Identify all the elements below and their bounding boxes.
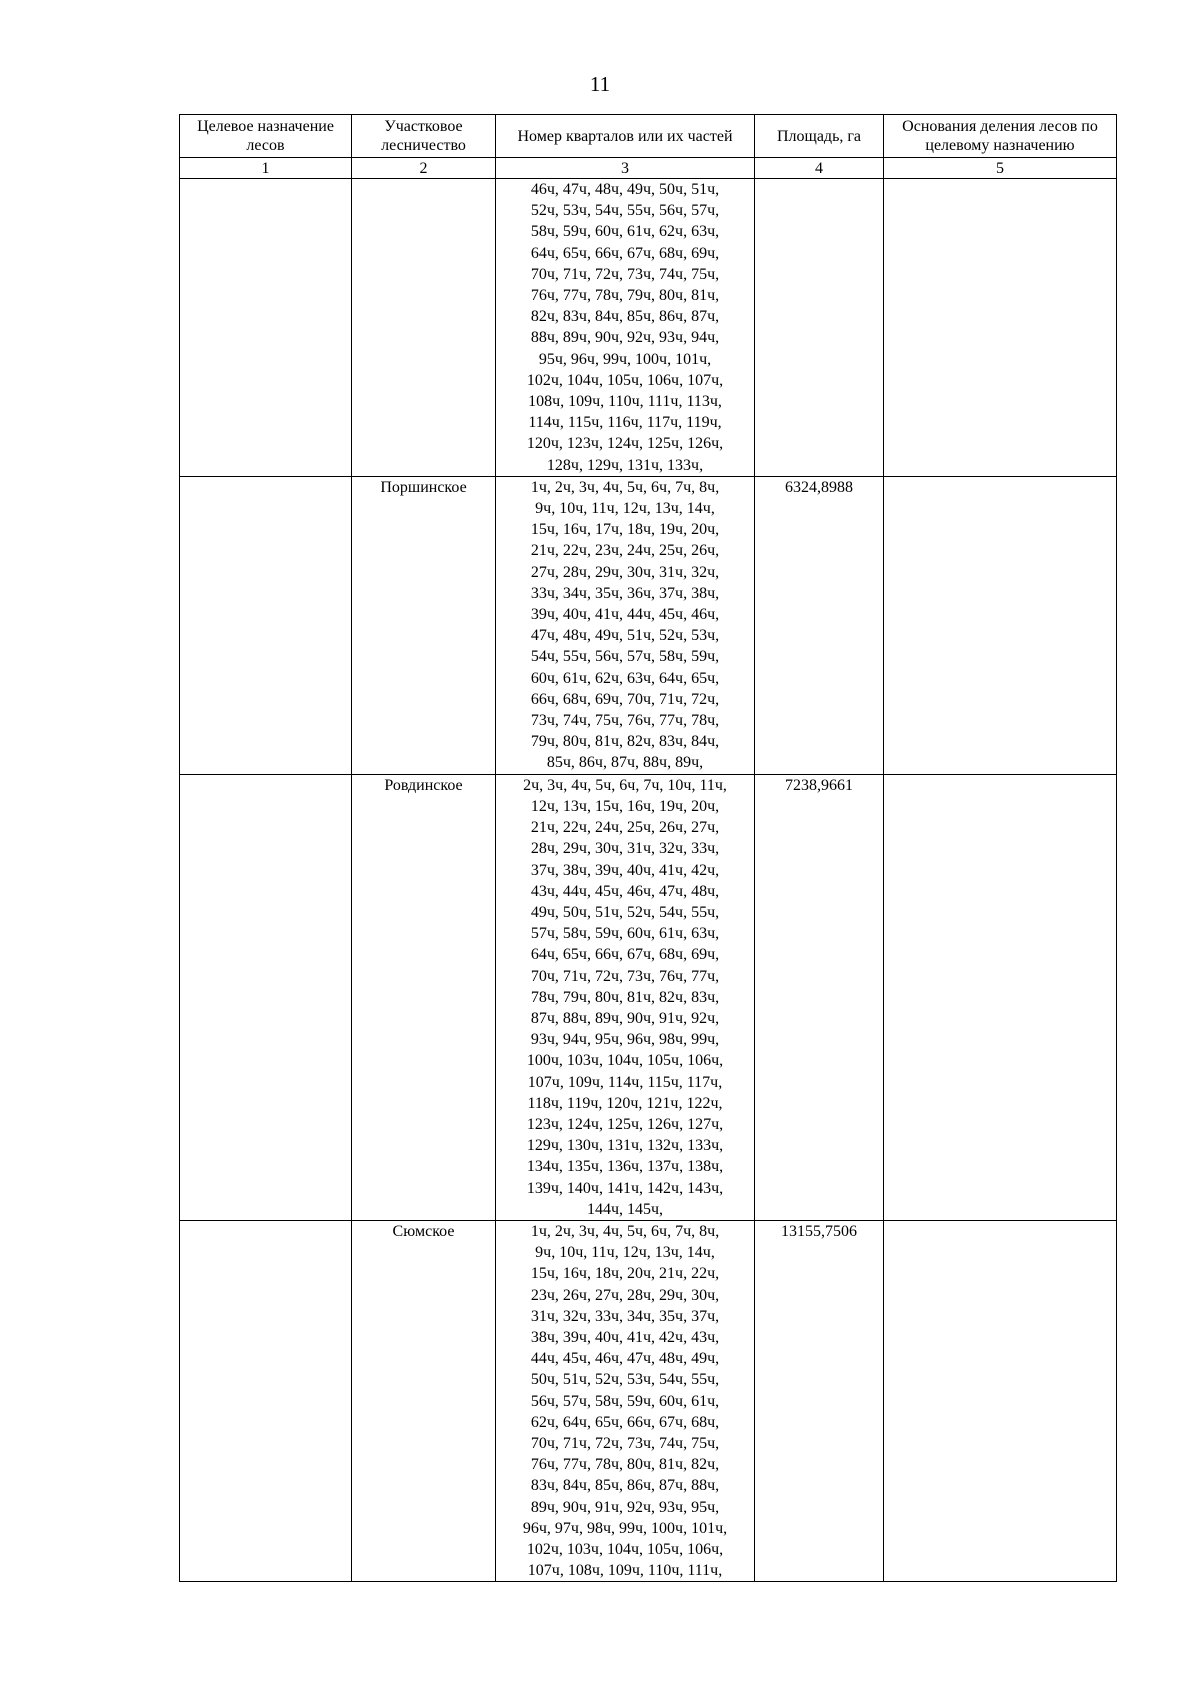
quarters-line: 123ч, 124ч, 125ч, 126ч, 127ч, xyxy=(526,1115,724,1133)
header-area: Площадь, га xyxy=(755,115,884,158)
quarters-line: 107ч, 108ч, 109ч, 110ч, 111ч, xyxy=(527,1562,723,1580)
quarters-line: 57ч, 58ч, 59ч, 60ч, 61ч, 63ч, xyxy=(530,925,720,943)
column-number: 4 xyxy=(755,158,884,179)
quarters-line: 28ч, 29ч, 30ч, 31ч, 32ч, 33ч, xyxy=(530,840,720,858)
quarters-cell xyxy=(496,179,755,477)
quarters-cell xyxy=(496,476,755,774)
quarters-line: 129ч, 130ч, 131ч, 132ч, 133ч, xyxy=(526,1137,724,1155)
quarters-line: 23ч, 26ч, 27ч, 28ч, 29ч, 30ч, xyxy=(530,1286,720,1304)
quarters-line: 107ч, 109ч, 114ч, 115ч, 117ч, xyxy=(527,1073,723,1091)
page-number: 11 xyxy=(589,72,611,96)
quarters-line: 37ч, 38ч, 39ч, 40ч, 41ч, 42ч, xyxy=(530,861,720,879)
column-number: 2 xyxy=(352,158,496,179)
quarters-line: 134ч, 135ч, 136ч, 137ч, 138ч, xyxy=(526,1158,724,1176)
header-quarters: Номер кварталов или их частей xyxy=(496,115,755,158)
area-cell: 6324,8988 xyxy=(755,476,884,774)
quarters-line: 93ч, 94ч, 95ч, 96ч, 98ч, 99ч, xyxy=(530,1031,720,1049)
quarters-line: 33ч, 34ч, 35ч, 36ч, 37ч, 38ч, xyxy=(530,584,720,602)
quarters-line: 50ч, 51ч, 52ч, 53ч, 54ч, 55ч, xyxy=(530,1371,720,1389)
quarters-line: 87ч, 88ч, 89ч, 90ч, 91ч, 92ч, xyxy=(530,1009,720,1027)
quarters-line: 56ч, 57ч, 58ч, 59ч, 60ч, 61ч, xyxy=(530,1392,720,1410)
quarters-line: 118ч, 119ч, 120ч, 121ч, 122ч, xyxy=(527,1094,723,1112)
quarters-line: 78ч, 79ч, 80ч, 81ч, 82ч, 83ч, xyxy=(530,988,720,1006)
quarters-line: 95ч, 96ч, 99ч, 100ч, 101ч, xyxy=(538,350,712,368)
quarters-line: 144ч, 145ч, xyxy=(586,1200,664,1218)
quarters-line: 54ч, 55ч, 56ч, 57ч, 58ч, 59ч, xyxy=(530,648,720,666)
quarters-line: 120ч, 123ч, 124ч, 125ч, 126ч, xyxy=(526,435,724,453)
quarters-line: 9ч, 10ч, 11ч, 12ч, 13ч, 14ч, xyxy=(535,500,715,518)
quarters-line: 21ч, 22ч, 23ч, 24ч, 25ч, 26ч, xyxy=(530,542,720,560)
quarters-line: 2ч, 3ч, 4ч, 5ч, 6ч, 7ч, 10ч, 11ч, xyxy=(523,776,727,794)
forest-division-table xyxy=(179,114,1117,1582)
quarters-line: 64ч, 65ч, 66ч, 67ч, 68ч, 69ч, xyxy=(530,244,720,262)
quarters-line: 66ч, 68ч, 69ч, 70ч, 71ч, 72ч, xyxy=(530,690,720,708)
quarters-line: 60ч, 61ч, 62ч, 63ч, 64ч, 65ч, xyxy=(530,669,720,687)
quarters-line: 38ч, 39ч, 40ч, 41ч, 42ч, 43ч, xyxy=(530,1328,720,1346)
purpose-cell xyxy=(180,774,352,1220)
header-basis: Основания деления лесов по целевому назначению xyxy=(884,115,1117,158)
quarters-line: 100ч, 103ч, 104ч, 105ч, 106ч, xyxy=(526,1052,724,1070)
quarters-line: 70ч, 71ч, 72ч, 73ч, 74ч, 75ч, xyxy=(530,265,720,283)
quarters-line: 139ч, 140ч, 141ч, 142ч, 143ч, xyxy=(526,1179,724,1197)
header-forestry: Участковое лесничество xyxy=(352,115,496,158)
quarters-line: 102ч, 104ч, 105ч, 106ч, 107ч, xyxy=(526,371,724,389)
column-number: 1 xyxy=(180,158,352,179)
quarters-line: 88ч, 89ч, 90ч, 92ч, 93ч, 94ч, xyxy=(530,329,720,347)
quarters-line: 85ч, 86ч, 87ч, 88ч, 89ч, xyxy=(546,754,704,772)
quarters-line: 49ч, 50ч, 51ч, 52ч, 54ч, 55ч, xyxy=(530,903,720,921)
area-cell: 13155,7506 xyxy=(755,1220,884,1581)
quarters-line: 21ч, 22ч, 24ч, 25ч, 26ч, 27ч, xyxy=(530,819,720,837)
forestry-cell xyxy=(352,179,496,477)
basis-cell xyxy=(884,1220,1117,1581)
purpose-cell xyxy=(180,179,352,477)
column-number: 5 xyxy=(884,158,1117,179)
table-row xyxy=(180,774,1117,1220)
quarters-line: 76ч, 77ч, 78ч, 80ч, 81ч, 82ч, xyxy=(530,1456,720,1474)
quarters-line: 52ч, 53ч, 54ч, 55ч, 56ч, 57ч, xyxy=(530,202,720,220)
quarters-line: 12ч, 13ч, 15ч, 16ч, 19ч, 20ч, xyxy=(530,797,720,815)
quarters-line: 31ч, 32ч, 33ч, 34ч, 35ч, 37ч, xyxy=(530,1307,720,1325)
quarters-line: 62ч, 64ч, 65ч, 66ч, 67ч, 68ч, xyxy=(530,1413,720,1431)
column-number: 3 xyxy=(496,158,755,179)
quarters-line: 76ч, 77ч, 78ч, 79ч, 80ч, 81ч, xyxy=(530,287,720,305)
header-row xyxy=(180,115,1117,158)
quarters-line: 15ч, 16ч, 17ч, 18ч, 19ч, 20ч, xyxy=(530,521,720,539)
quarters-line: 89ч, 90ч, 91ч, 92ч, 93ч, 95ч, xyxy=(530,1498,720,1516)
forestry-cell: Ровдинское xyxy=(352,774,496,1220)
forestry-cell: Сюмское xyxy=(352,1220,496,1581)
basis-cell xyxy=(884,774,1117,1220)
forestry-cell: Поршинское xyxy=(352,476,496,774)
purpose-cell xyxy=(180,476,352,774)
quarters-line: 39ч, 40ч, 41ч, 44ч, 45ч, 46ч, xyxy=(530,606,720,624)
quarters-line: 64ч, 65ч, 66ч, 67ч, 68ч, 69ч, xyxy=(530,946,720,964)
header-purpose: Целевое назначение лесов xyxy=(180,115,352,158)
quarters-line: 9ч, 10ч, 11ч, 12ч, 13ч, 14ч, xyxy=(535,1244,715,1262)
quarters-line: 1ч, 2ч, 3ч, 4ч, 5ч, 6ч, 7ч, 8ч, xyxy=(530,1222,720,1240)
quarters-line: 15ч, 16ч, 18ч, 20ч, 21ч, 22ч, xyxy=(530,1265,720,1283)
quarters-line: 44ч, 45ч, 46ч, 47ч, 48ч, 49ч, xyxy=(530,1350,720,1368)
area-cell: 7238,9661 xyxy=(755,774,884,1220)
quarters-line: 82ч, 83ч, 84ч, 85ч, 86ч, 87ч, xyxy=(530,308,720,326)
table-row xyxy=(180,1220,1117,1581)
table-row xyxy=(180,179,1117,477)
quarters-line: 102ч, 103ч, 104ч, 105ч, 106ч, xyxy=(526,1541,724,1558)
basis-cell xyxy=(884,179,1117,477)
quarters-line: 83ч, 84ч, 85ч, 86ч, 87ч, 88ч, xyxy=(530,1477,720,1495)
table-row xyxy=(180,476,1117,774)
table-body xyxy=(180,179,1117,1582)
quarters-line: 70ч, 71ч, 72ч, 73ч, 74ч, 75ч, xyxy=(530,1434,720,1452)
quarters-line: 27ч, 28ч, 29ч, 30ч, 31ч, 32ч, xyxy=(530,563,720,581)
quarters-cell xyxy=(496,774,755,1220)
column-number-row xyxy=(180,158,1117,179)
quarters-cell xyxy=(496,1220,755,1581)
quarters-line: 79ч, 80ч, 81ч, 82ч, 83ч, 84ч, xyxy=(530,733,720,751)
quarters-line: 43ч, 44ч, 45ч, 46ч, 47ч, 48ч, xyxy=(530,882,720,900)
quarters-line: 46ч, 47ч, 48ч, 49ч, 50ч, 51ч, xyxy=(530,181,720,198)
quarters-line: 47ч, 48ч, 49ч, 51ч, 52ч, 53ч, xyxy=(530,627,720,645)
quarters-line: 70ч, 71ч, 72ч, 73ч, 76ч, 77ч, xyxy=(530,967,720,985)
quarters-line: 73ч, 74ч, 75ч, 76ч, 77ч, 78ч, xyxy=(530,712,720,730)
quarters-line: 114ч, 115ч, 116ч, 117ч, 119ч, xyxy=(528,414,722,432)
quarters-line: 96ч, 97ч, 98ч, 99ч, 100ч, 101ч, xyxy=(522,1519,728,1537)
basis-cell xyxy=(884,476,1117,774)
area-cell xyxy=(755,179,884,477)
quarters-line: 1ч, 2ч, 3ч, 4ч, 5ч, 6ч, 7ч, 8ч, xyxy=(530,478,720,496)
quarters-line: 108ч, 109ч, 110ч, 111ч, 113ч, xyxy=(528,393,722,411)
quarters-line: 128ч, 129ч, 131ч, 133ч, xyxy=(546,456,704,474)
purpose-cell xyxy=(180,1220,352,1581)
quarters-line: 58ч, 59ч, 60ч, 61ч, 62ч, 63ч, xyxy=(530,223,720,241)
